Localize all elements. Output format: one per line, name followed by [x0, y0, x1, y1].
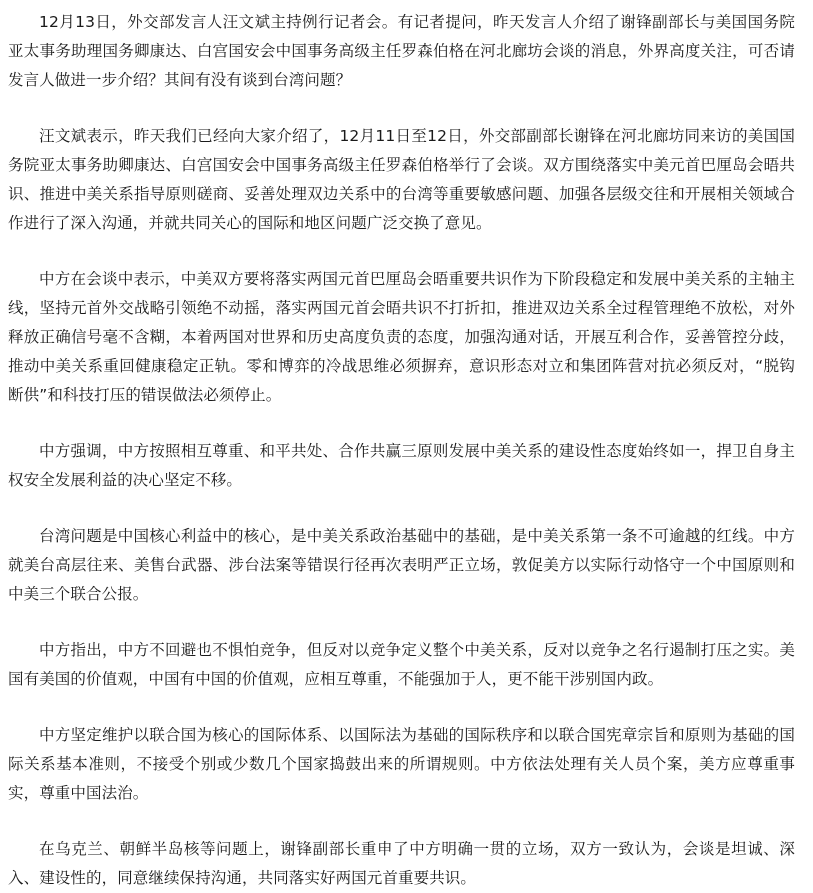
paragraph-ukraine-korea: 在乌克兰、朝鲜半岛核等问题上，谢锋副部长重申了中方明确一贯的立场，双方一致认为，会谈是坦诚、深入、建设性的，同意继续保持沟通，共同落实好两国元首重要共识。: [8, 840, 795, 887]
paragraph-china-position: 中方在会谈中表示，中美双方要将落实两国元首巴厘岛会晤重要共识作为下阶段稳定和发展中美关系的主轴主线，坚持元首外交战略引领绝不动摇，落实两国元首会晤共识不打折扣，推进双边关系全过程管理绝不放松，对外释放正确信号毫不含糊，本着两国对世界和历史高度负责的态度，加强沟通对话，开展互利合作，妥善管控分歧，推动中美关系重回健康稳定正轨。零和博弈的冷战思维必须摒弃，意识形态对立和集团阵营对抗必须反对，“脱钩断供”和科技打压的错误做法必须停止。: [8, 270, 795, 404]
paragraph-international-order: 中方坚定维护以联合国为核心的国际体系、以国际法为基础的国际秩序和以联合国宪章宗旨和原则为基础的国际关系基本准则，不接受个别或少数几个国家捣鼓出来的所谓规则。中方依法处理有关人员个案，美方应尊重事实，尊重中国法治。: [8, 726, 795, 802]
paragraph-meeting-intro: 汪文斌表示，昨天我们已经向大家介绍了，12月11日至12日，外交部副部长谢锋在河北廊坊同来访的美国国务院亚太事务助卿康达、白宫国安会中国事务高级主任罗森伯格举行了会谈。双方围绕落实中美元首巴厘岛会晤共识、推进中美关系指导原则磋商、妥善处理双边关系中的台湾等重要敏感问题、加强各层级交往和开展相关领域合作进行了深入沟通，并就共同关心的国际和地区问题广泛交换了意见。: [8, 127, 795, 232]
paragraph-taiwan: 台湾问题是中国核心利益中的核心，是中美关系政治基础中的基础，是中美关系第一条不可逾越的红线。中方就美台高层往来、美售台武器、涉台法案等错误行径再次表明严正立场，敦促美方以实际行动恪守一个中国原则和中美三个联合公报。: [8, 527, 795, 603]
paragraph-question: 12月13日，外交部发言人汪文斌主持例行记者会。有记者提问，昨天发言人介绍了谢锋副部长与美国国务院亚太事务助理国务卿康达、白宫国安会中国事务高级主任罗森伯格在河北廊坊会谈的消息，外界高度关注，可否请发言人做进一步介绍？其间有没有谈到台湾问题？: [8, 13, 795, 89]
paragraph-competition: 中方指出，中方不回避也不惧怕竞争，但反对以竞争定义整个中美关系，反对以竞争之名行遏制打压之实。美国有美国的价值观，中国有中国的价值观，应相互尊重，不能强加于人，更不能干涉别国内政。: [8, 641, 795, 688]
paragraph-china-emphasis: 中方强调，中方按照相互尊重、和平共处、合作共赢三原则发展中美关系的建设性态度始终如一，捍卫自身主权安全发展利益的决心坚定不移。: [8, 442, 795, 489]
